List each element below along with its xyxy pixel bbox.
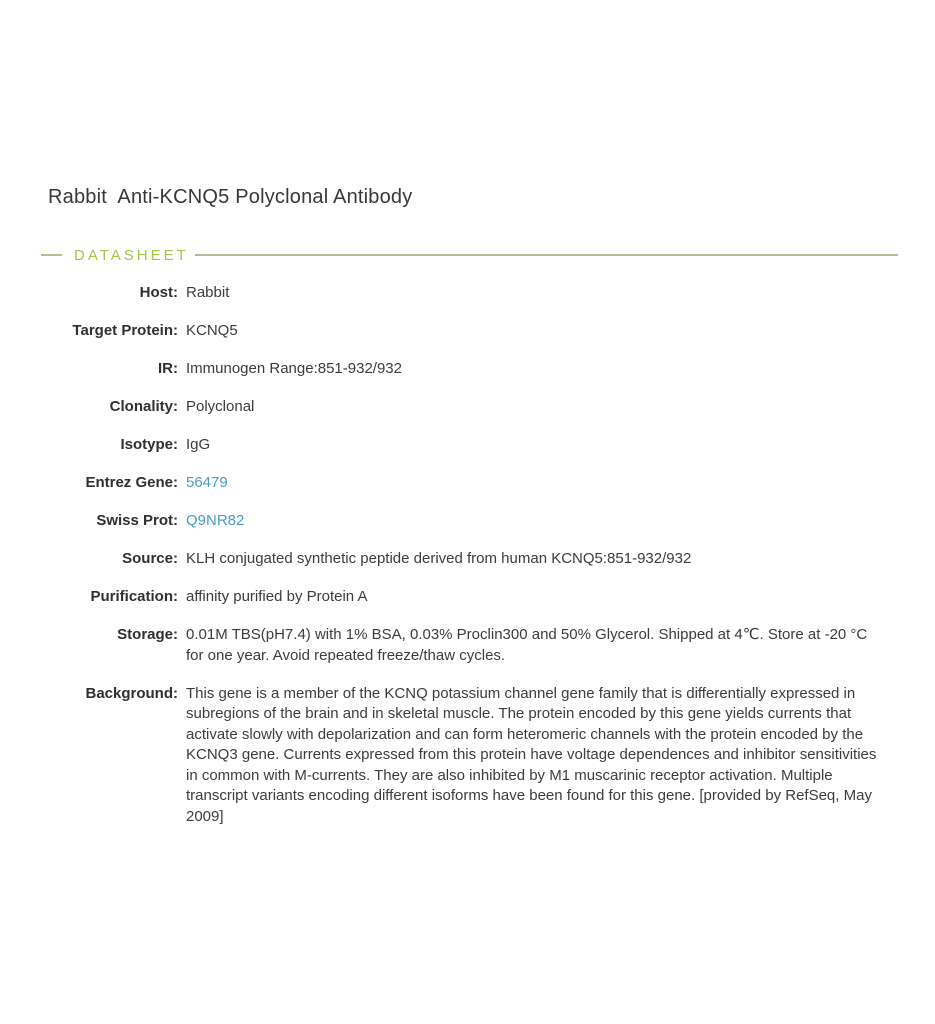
field-label-entrez-gene: Entrez Gene: [85, 474, 178, 491]
field-value-storage: 0.01M TBS(pH7.4) with 1% BSA, 0.03% Proclin300 and 50% Glycerol. Shipped at 4℃. Store at -20 °C for one year. Avoid repeated freeze/thaw cycles. [186, 626, 868, 664]
field-label-clonality: Clonality: [109, 398, 178, 415]
swiss-prot-link[interactable]: Q9NR82 [186, 512, 245, 529]
field-value-swiss-prot [186, 511, 880, 532]
field-value-entrez-gene [186, 473, 880, 494]
field-value-host: Rabbit [186, 284, 230, 301]
rule-long [195, 254, 898, 256]
field-value-purification: affinity purified by Protein A [186, 588, 368, 605]
datasheet-section-heading: DATASHEET [74, 246, 189, 264]
field-label-storage: Storage: [117, 626, 178, 643]
field-value-target-protein: KCNQ5 [186, 322, 238, 339]
field-label-isotype: Isotype: [120, 436, 178, 453]
datasheet-section-header [41, 246, 898, 264]
entrez-gene-link[interactable]: 56479 [186, 474, 228, 491]
datasheet-table [48, 283, 880, 827]
field-value-ir: Immunogen Range:851-932/932 [186, 360, 402, 377]
rule-short [41, 254, 62, 256]
field-value-background: This gene is a member of the KCNQ potassium channel gene family that is differentially expressed in subregions of the brain and in skeletal muscle. The protein encoded by this gene yields currents that activate slowly with depolarization and can form heteromeric channels with the protein encoded by the KCNQ3 gene. Currents expressed from this protein have voltage dependences and inhibitor sensitivities in common with M-currents. They are also inhibited by M1 muscarinic receptor activation. Multiple transcript variants encoding different isoforms have been found for this gene. [provided by RefSeq, May 2009] [186, 684, 877, 825]
field-value-isotype: IgG [186, 436, 211, 453]
page-title: Rabbit Anti-KCNQ5 Polyclonal Antibody [48, 186, 413, 209]
field-label-host: Host: [139, 284, 178, 301]
field-label-purification: Purification: [90, 588, 178, 605]
field-value-clonality: Polyclonal [186, 398, 255, 415]
field-label-target-protein: Target Protein: [72, 322, 178, 339]
field-label-ir: IR: [158, 360, 178, 377]
field-label-swiss-prot: Swiss Prot: [96, 512, 178, 529]
field-label-source: Source: [122, 550, 178, 567]
field-label-background: Background: [85, 684, 178, 702]
field-value-source: KLH conjugated synthetic peptide derived from human KCNQ5:851-932/932 [186, 550, 692, 567]
